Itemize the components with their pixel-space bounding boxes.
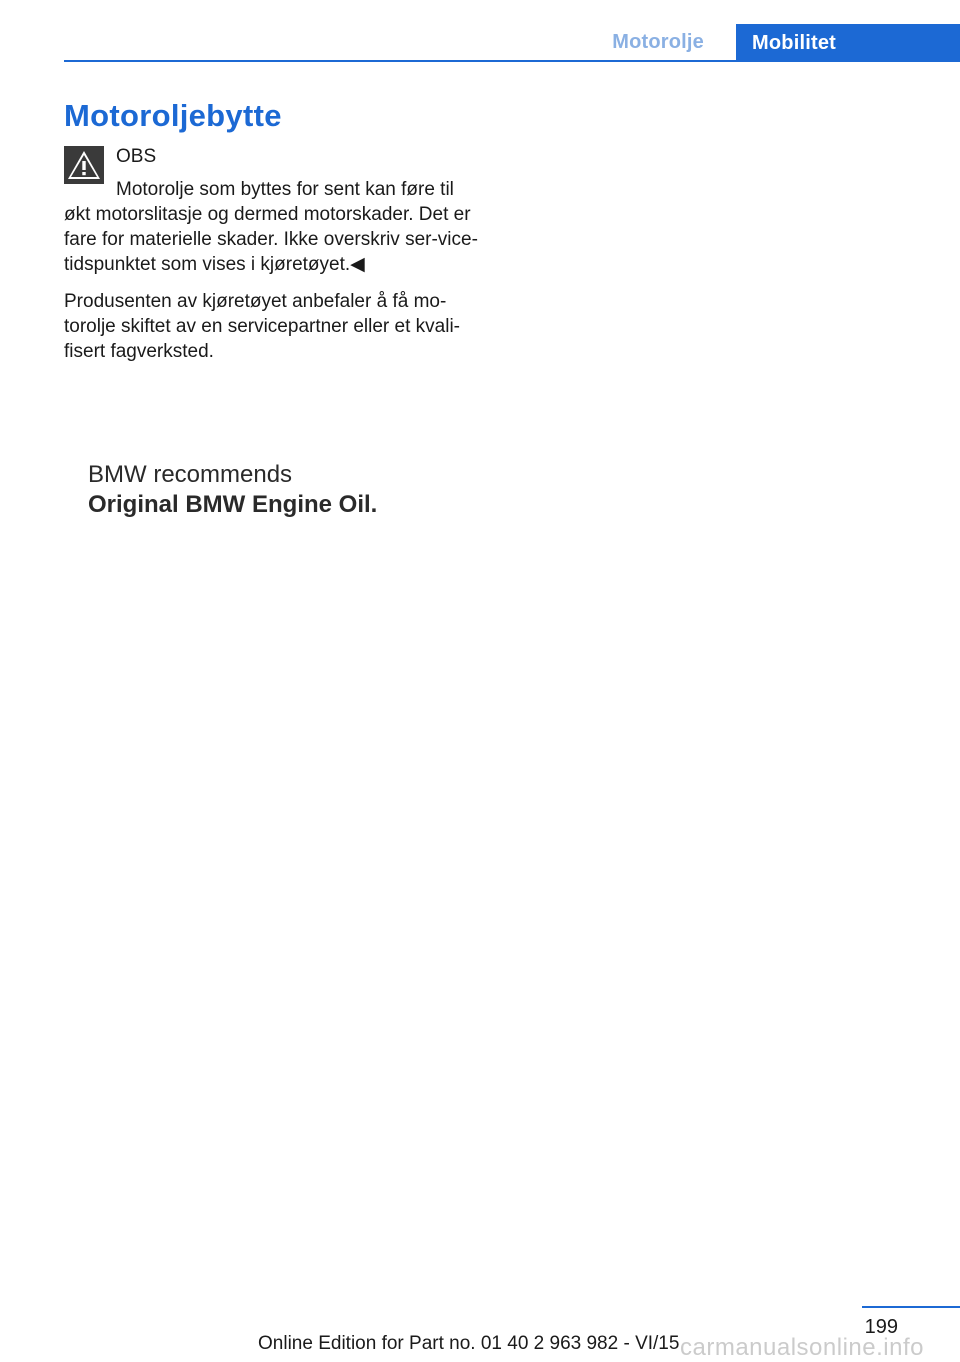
- edition-text: Online Edition for Part no. 01 40 2 963 982 - VI/15: [258, 1333, 680, 1354]
- footer-divider: [862, 1306, 960, 1308]
- oil-recommendation: [88, 460, 488, 520]
- warning-block: [64, 144, 484, 277]
- ad-line-1: BMW recommends: [88, 461, 293, 488]
- warning-text: Motorolje som byttes for sent kan føre til økt motorslitasje og dermed motorskader. Det er fare for materielle skader. Ikke overskriv ser‐vice-tidspunktet som vises i kjøretøyet.◀: [64, 179, 478, 275]
- warning-label: OBS: [116, 146, 157, 167]
- section-tab: Motorolje: [612, 30, 704, 53]
- main-content: [64, 98, 484, 364]
- warning-triangle-icon: [64, 146, 104, 184]
- body-paragraph: Produsenten av kjøretøyet anbefaler å få mo‐torolje skiftet av en servicepartner eller et kvali‐fisert fagverksted.: [64, 291, 460, 362]
- page-number: 199: [864, 1316, 898, 1338]
- header-divider: [64, 60, 960, 62]
- watermark: carmanualsonline.info: [680, 1334, 924, 1361]
- page-title: Motoroljebytte: [64, 98, 282, 133]
- page-header: [0, 0, 960, 62]
- ad-line-2: Original BMW Engine Oil.: [88, 491, 378, 518]
- chapter-tab: Mobilitet: [736, 24, 960, 62]
